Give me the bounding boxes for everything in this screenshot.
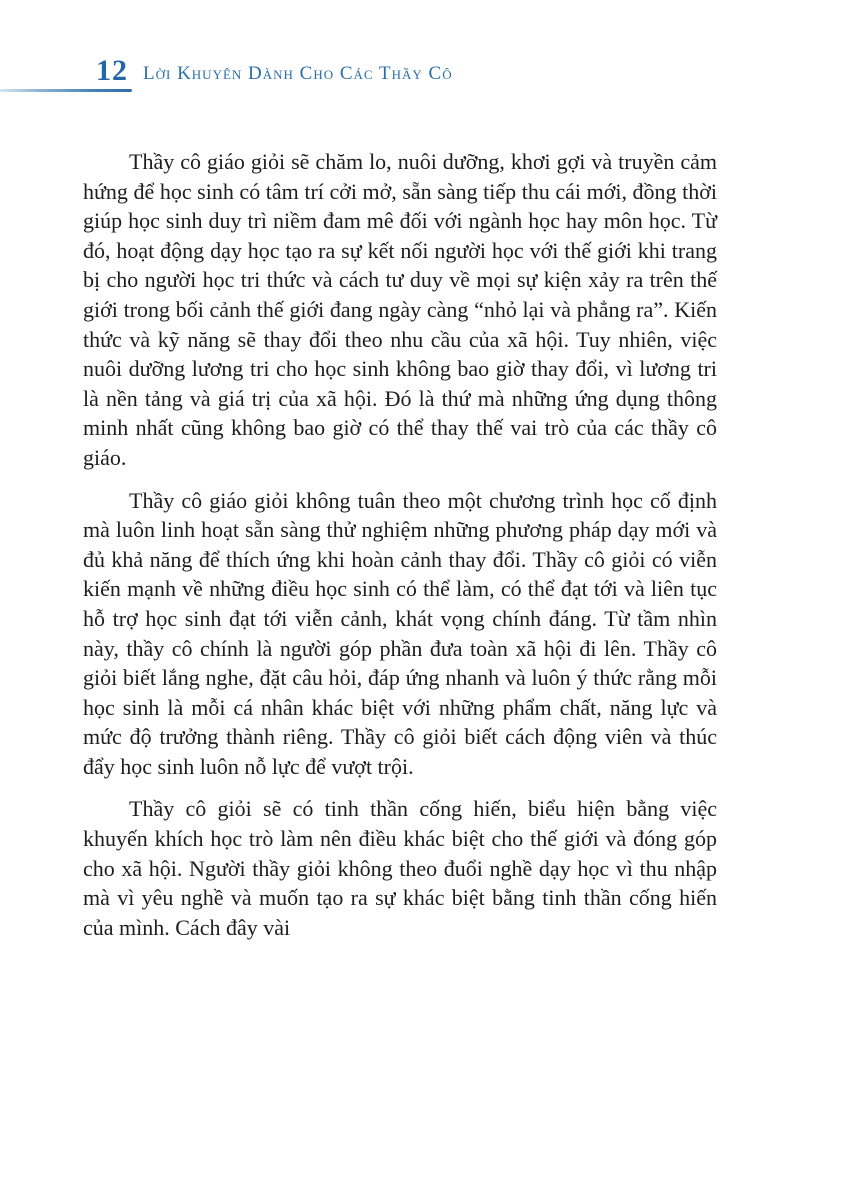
paragraph: Thầy cô giỏi sẽ có tinh thần cống hiến, biểu hiện bằng việc khuyến khích học trò làm nên điều khác biệt cho thế giới và đóng góp cho xã hội. Người thầy giỏi không theo đuổi nghề dạy học vì thu nhập mà vì yêu nghề và muốn tạo ra sự khác biệt bằng tinh thần cống hiến của mình. Cách đây vài	[83, 796, 717, 940]
running-header-title: Lời Khuyên Dành Cho Các Thầy Cô	[143, 63, 453, 84]
header-underline	[0, 89, 132, 92]
page-header	[0, 0, 857, 100]
paragraph: Thầy cô giáo giỏi sẽ chăm lo, nuôi dưỡng, khơi gợi và truyền cảm hứng để học sinh có tâm trí cởi mở, sẵn sàng tiếp thu cái mới, đồng thời giúp học sinh duy trì niềm đam mê đối với ngành học hay môn học. Từ đó, hoạt động dạy học tạo ra sự kết nối người học với thế giới khi trang bị cho người học tri thức và cách tư duy về mọi sự kiện xảy ra trên thế giới trong bối cảnh thế giới đang ngày càng “nhỏ lại và phẳng ra”. Kiến thức và kỹ năng sẽ thay đổi theo nhu cầu của xã hội. Tuy nhiên, việc nuôi dưỡng lương tri cho học sinh không bao giờ thay đổi, vì lương tri là nền tảng và giá trị của xã hội. Đó là thứ mà những ứng dụng thông minh nhất cũng không bao giờ có thể thay thế vai trò của các thầy cô giáo.	[83, 149, 717, 470]
paragraph: Thầy cô giáo giỏi không tuân theo một chương trình học cố định mà luôn linh hoạt sẵn sàng thử nghiệm những phương pháp dạy mới và đủ khả năng để thích ứng khi hoàn cảnh thay đổi. Thầy cô giỏi có viễn kiến mạnh về những điều học sinh có thể làm, có thể đạt tới và liên tục hỗ trợ học sinh đạt tới viễn cảnh, khát vọng chính đáng. Từ tầm nhìn này, thầy cô chính là người góp phần đưa toàn xã hội đi lên. Thầy cô giỏi biết lắng nghe, đặt câu hỏi, đáp ứng nhanh và luôn ý thức rằng mỗi học sinh là mỗi cá nhân khác biệt với những phẩm chất, năng lực và mức độ trưởng thành riêng. Thầy cô giỏi biết cách động viên và thúc đẩy học sinh luôn nỗ lực để vượt trội.	[83, 487, 717, 779]
page-number: 12	[96, 54, 128, 87]
page-body	[83, 147, 717, 955]
